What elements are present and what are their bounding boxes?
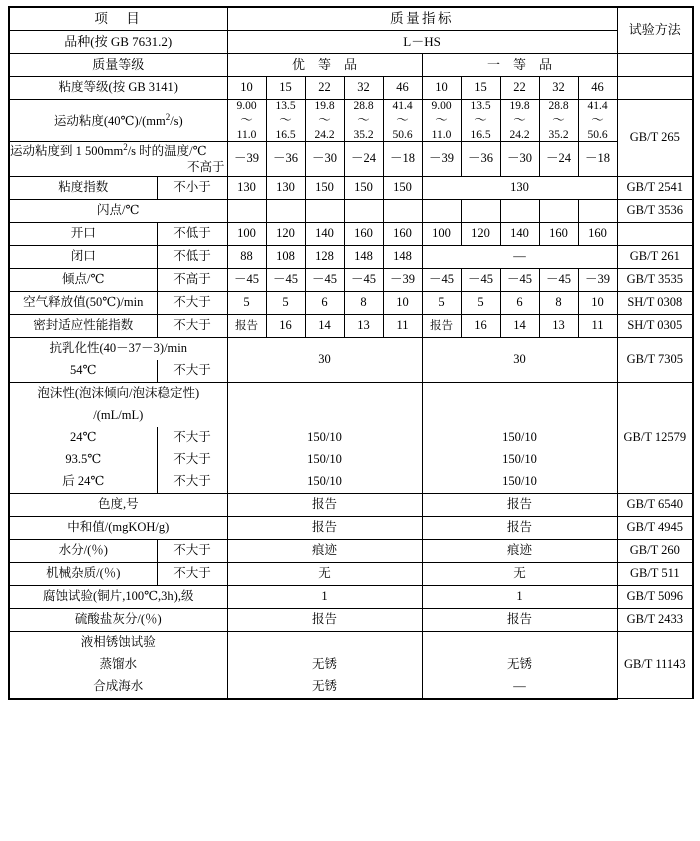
row-label-liquid-rust: 液相锈蚀试验: [9, 631, 227, 654]
method-gbt3536: GB/T 3536: [617, 199, 693, 222]
sc-f-1: 16: [461, 314, 500, 337]
vt-s-1: －36: [266, 142, 305, 176]
foam-f-blank2: [422, 405, 617, 427]
fp-s-0: [227, 199, 266, 222]
vi-s-3: 150: [344, 176, 383, 199]
kv-f-2-bot: 24.2: [509, 128, 530, 141]
neut-s: 报告: [227, 516, 422, 539]
table-header-row-3: [9, 54, 693, 77]
oc-f-0: 100: [422, 222, 461, 245]
table-header-row-1: [9, 7, 693, 31]
foam-f-blank1: [422, 382, 617, 405]
fp-f-4: [578, 199, 617, 222]
vt-s-0: －39: [227, 142, 266, 176]
oc-s-0: 100: [227, 222, 266, 245]
header-grade-label: 质量等级: [9, 54, 227, 77]
row-qualifier-open-cup: 不低于: [157, 222, 227, 245]
rust-f-distilled: 无锈: [422, 654, 617, 676]
header-method-blank: [617, 54, 693, 77]
row-label-demulsibility: 抗乳化性(40－37－3)/min: [9, 337, 227, 360]
sc-f-0: 报告: [422, 314, 461, 337]
kv-f-4-bot: 50.6: [587, 128, 608, 141]
row-qualifier-foam-93c: 不大于: [157, 449, 227, 471]
row-label-distilled-water: 蒸馏水: [9, 654, 227, 676]
oc-f-1: 120: [461, 222, 500, 245]
fp-f-2: [500, 199, 539, 222]
row-label-foam-24c: 24℃: [9, 427, 157, 449]
table-row: [9, 608, 693, 631]
fp-s-4: [383, 199, 422, 222]
foam-f-after24c: 150/10: [422, 471, 617, 494]
fp-s-2: [305, 199, 344, 222]
vt-s-4: －18: [383, 142, 422, 176]
method-gbt6540: GB/T 6540: [617, 493, 693, 516]
kv-s-3-top: 28.8: [353, 100, 374, 112]
row-qualifier-closed-cup: 不低于: [157, 245, 227, 268]
table-row: [9, 631, 693, 654]
kv-f-0-top: 9.00: [431, 100, 452, 112]
header-item: 项 目: [9, 7, 227, 31]
table-row: [9, 337, 693, 360]
pp-s-2: －45: [305, 268, 344, 291]
row-qualifier-seal-compatibility: 不大于: [157, 314, 227, 337]
water-f: 痕迹: [422, 539, 617, 562]
table-row: [9, 654, 693, 676]
rust-s-blank: [227, 631, 422, 654]
method-blank-vg: [617, 77, 693, 100]
pp-f-0: －45: [422, 268, 461, 291]
foam-s-after24c: 150/10: [227, 471, 422, 494]
method-gbt2541: GB/T 2541: [617, 176, 693, 199]
row-qualifier-foam-after-24c: 不大于: [157, 471, 227, 494]
header-viscosity-grade-label: 粘度等级(按 GB 3141): [9, 77, 227, 100]
table-row: [9, 222, 693, 245]
vi-s-4: 150: [383, 176, 422, 199]
table-row: [9, 562, 693, 585]
vg-s-0: 10: [227, 77, 266, 100]
header-product-value: L－HS: [227, 31, 617, 54]
rust-s-seawater: 无锈: [227, 676, 422, 699]
vg-f-0: 10: [422, 77, 461, 100]
ash-f: 报告: [422, 608, 617, 631]
rust-s-distilled: 无锈: [227, 654, 422, 676]
table-row: 运动粘度$(40℃)/(mm^2/s)$ 9.00 ～ 11.0 13.5 ～ 16.5 19.8 ～ 24.2 28.8 ～ 35.2 41.4 ～ 50.6 9.00 ～ 11.0 13.5 ～ 16.5 19.8 ～ 24.2 28.8 ～ 35.2 41.4 ～ 50.6 GB/T 265: [9, 100, 693, 142]
method-gbt3535: GB/T 3535: [617, 268, 693, 291]
vg-s-2: 22: [305, 77, 344, 100]
row-label-neutralization: 中和值/(mgKOH/g): [9, 516, 227, 539]
method-gbt265: GB/T 265: [617, 100, 693, 177]
method-sht0308: SH/T 0308: [617, 291, 693, 314]
vt-f-4: －18: [578, 142, 617, 176]
pp-s-1: －45: [266, 268, 305, 291]
foam-f-24c: 150/10: [422, 427, 617, 449]
kv-f-3-top: 28.8: [548, 100, 569, 112]
kv-s-1-bot: 16.5: [275, 128, 296, 141]
kv-s-1-top: 13.5: [275, 100, 296, 112]
vi-s-1: 130: [266, 176, 305, 199]
table-row: [9, 585, 693, 608]
ar-s-3: 8: [344, 291, 383, 314]
table-row: [9, 516, 693, 539]
row-label-open-cup: 开口: [9, 222, 157, 245]
row-label-corrosion: 腐蚀试验(铜片,100℃,3h),级: [9, 585, 227, 608]
corr-f: 1: [422, 585, 617, 608]
row-label-closed-cup: 闭口: [9, 245, 157, 268]
kv-f-1-bot: 16.5: [470, 128, 491, 141]
oc-s-3: 160: [344, 222, 383, 245]
de-f-merged: 30: [422, 337, 617, 382]
ar-f-1: 5: [461, 291, 500, 314]
kv-s-0-bot: 11.0: [236, 128, 257, 141]
oc-s-2: 140: [305, 222, 344, 245]
header-test-method: 试验方法: [617, 7, 693, 54]
kv-f-4-top: 41.4: [587, 100, 608, 112]
method-gbt7305: GB/T 7305: [617, 337, 693, 382]
row-qualifier-mechanical-impurities: 不大于: [157, 562, 227, 585]
kv-f-0-bot: 11.0: [431, 128, 452, 141]
method-open-cup-blank: [617, 222, 693, 245]
pp-f-4: －39: [578, 268, 617, 291]
pp-s-4: －39: [383, 268, 422, 291]
mech-f: 无: [422, 562, 617, 585]
method-gbt511: GB/T 511: [617, 562, 693, 585]
row-label-pour-point: 倾点/℃: [9, 268, 157, 291]
ar-f-3: 8: [539, 291, 578, 314]
cc-s-3: 148: [344, 245, 383, 268]
vt-f-1: －36: [461, 142, 500, 176]
method-gbt261: GB/T 261: [617, 245, 693, 268]
table-row: [9, 539, 693, 562]
oc-f-3: 160: [539, 222, 578, 245]
foam-s-blank2: [227, 405, 422, 427]
vt-f-3: －24: [539, 142, 578, 176]
color-s: 报告: [227, 493, 422, 516]
row-label-demulsibility-54c: 54℃: [9, 360, 157, 383]
row-qualifier-water: 不大于: [157, 539, 227, 562]
row-label-foaming: 泡沫性(泡沫倾向/泡沫稳定性): [9, 382, 227, 405]
row-label-synthetic-seawater: 合成海水: [9, 676, 227, 699]
cc-s-1: 108: [266, 245, 305, 268]
fp-f-3: [539, 199, 578, 222]
sc-f-4: 11: [578, 314, 617, 337]
specification-table: [8, 6, 694, 700]
fp-s-1: [266, 199, 305, 222]
corr-s: 1: [227, 585, 422, 608]
method-gbt11143: GB/T 11143: [617, 631, 693, 699]
vi-s-2: 150: [305, 176, 344, 199]
row-label-foam-after-24c: 后 24℃: [9, 471, 157, 494]
method-gbt260: GB/T 260: [617, 539, 693, 562]
row-label-sulfated-ash: 硫酸盐灰分/(％): [9, 608, 227, 631]
table-row: [9, 427, 693, 449]
rust-f-seawater: —: [422, 676, 617, 699]
row-label-viscosity-index: 粘度指数: [9, 176, 157, 199]
header-product-label: 品种(按 GB 7631.2): [9, 31, 227, 54]
vt-s-3: －24: [344, 142, 383, 176]
header-grade-first: 一 等 品: [422, 54, 617, 77]
neut-f: 报告: [422, 516, 617, 539]
row-qualifier-demulsibility: 不大于: [157, 360, 227, 383]
label-line1: 运动粘度到 1 $500mm^2/s$ 时的温度/℃: [10, 142, 207, 159]
sc-s-1: 16: [266, 314, 305, 337]
cc-s-0: 88: [227, 245, 266, 268]
oc-s-1: 120: [266, 222, 305, 245]
row-label-mechanical-impurities: 机械杂质/(％): [9, 562, 157, 585]
vg-f-4: 46: [578, 77, 617, 100]
sc-s-2: 14: [305, 314, 344, 337]
sc-s-4: 11: [383, 314, 422, 337]
fp-f-1: [461, 199, 500, 222]
vg-f-1: 15: [461, 77, 500, 100]
table-row: [9, 291, 693, 314]
ar-s-2: 6: [305, 291, 344, 314]
cc-f-merged: —: [422, 245, 617, 268]
water-s: 痕迹: [227, 539, 422, 562]
table-row: [9, 314, 693, 337]
table-row: [9, 449, 693, 471]
foam-s-24c: 150/10: [227, 427, 422, 449]
ar-s-4: 10: [383, 291, 422, 314]
vt-s-2: －30: [305, 142, 344, 176]
vg-f-3: 32: [539, 77, 578, 100]
row-label-kinematic-viscosity: [9, 100, 227, 142]
header-quality-index: 质量指标: [227, 7, 617, 31]
table-row: [9, 493, 693, 516]
kv-s-0-top: 9.00: [236, 100, 257, 112]
sc-f-2: 14: [500, 314, 539, 337]
de-s-merged: 30: [227, 337, 422, 382]
vg-s-1: 15: [266, 77, 305, 100]
row-label-air-release: 空气释放值(50℃)/min: [9, 291, 157, 314]
row-qualifier-viscosity-index: 不小于: [157, 176, 227, 199]
row-qualifier-air-release: 不大于: [157, 291, 227, 314]
row-label-foam-93c: 93.5℃: [9, 449, 157, 471]
foam-s-blank1: [227, 382, 422, 405]
oc-f-2: 140: [500, 222, 539, 245]
label-sup: 2: [165, 111, 171, 122]
vg-f-2: 22: [500, 77, 539, 100]
pp-f-1: －45: [461, 268, 500, 291]
cc-s-2: 128: [305, 245, 344, 268]
method-gbt5096: GB/T 5096: [617, 585, 693, 608]
kv-s-4-bot: 50.6: [392, 128, 413, 141]
pp-f-2: －45: [500, 268, 539, 291]
ar-s-1: 5: [266, 291, 305, 314]
label-text: 运动粘度(40℃)/(mm: [53, 113, 166, 128]
fp-f-0: [422, 199, 461, 222]
ar-s-0: 5: [227, 291, 266, 314]
table-row: [9, 142, 693, 176]
table-row: [9, 676, 693, 699]
row-label-seal-compatibility: 密封适应性能指数: [9, 314, 157, 337]
pp-s-0: －45: [227, 268, 266, 291]
table-row: [9, 268, 693, 291]
foam-f-93c: 150/10: [422, 449, 617, 471]
method-gbt2433: GB/T 2433: [617, 608, 693, 631]
vt-f-0: －39: [422, 142, 461, 176]
oc-s-4: 160: [383, 222, 422, 245]
table-row: [9, 245, 693, 268]
mech-s: 无: [227, 562, 422, 585]
kv-f-1-top: 13.5: [470, 100, 491, 112]
row-label-flash-point: 闪点/℃: [9, 199, 227, 222]
ar-f-4: 10: [578, 291, 617, 314]
sc-s-3: 13: [344, 314, 383, 337]
pp-s-3: －45: [344, 268, 383, 291]
kv-f-3-bot: 35.2: [548, 128, 569, 141]
color-f: 报告: [422, 493, 617, 516]
kv-s-2-bot: 24.2: [314, 128, 335, 141]
method-sht0305: SH/T 0305: [617, 314, 693, 337]
kv-s-4-top: 41.4: [392, 100, 413, 112]
vi-s-0: 130: [227, 176, 266, 199]
table-header-row-2: [9, 31, 693, 54]
table-row: [9, 382, 693, 405]
fp-s-3: [344, 199, 383, 222]
sc-f-3: 13: [539, 314, 578, 337]
foam-s-93c: 150/10: [227, 449, 422, 471]
row-label-color: 色度,号: [9, 493, 227, 516]
table-row: [9, 405, 693, 427]
table-row: [9, 176, 693, 199]
ash-s: 报告: [227, 608, 422, 631]
row-label-foaming-unit: /(mL/mL): [9, 405, 227, 427]
pp-f-3: －45: [539, 268, 578, 291]
kv-s-2-top: 19.8: [314, 100, 335, 112]
table-header-row-4: [9, 77, 693, 100]
cc-s-4: 148: [383, 245, 422, 268]
row-label-viscosity-1500-temp: [9, 142, 227, 176]
row-qualifier-foam-24c: 不大于: [157, 427, 227, 449]
kv-s-3-bot: 35.2: [353, 128, 374, 141]
vg-s-4: 46: [383, 77, 422, 100]
ar-f-0: 5: [422, 291, 461, 314]
oc-f-4: 160: [578, 222, 617, 245]
table-row: [9, 199, 693, 222]
table-row: [9, 471, 693, 494]
row-qualifier-pour-point: 不高于: [157, 268, 227, 291]
method-gbt4945: GB/T 4945: [617, 516, 693, 539]
label-tail: /s): [170, 113, 183, 128]
vi-f-merged: 130: [422, 176, 617, 199]
ar-f-2: 6: [500, 291, 539, 314]
row-label-water: 水分/(％): [9, 539, 157, 562]
rust-f-blank: [422, 631, 617, 654]
vt-f-2: －30: [500, 142, 539, 176]
sc-s-0: 报告: [227, 314, 266, 337]
method-gbt12579: GB/T 12579: [617, 382, 693, 493]
label-qualifier: 不高于: [187, 160, 225, 175]
header-grade-superior: 优 等 品: [227, 54, 422, 77]
vg-s-3: 32: [344, 77, 383, 100]
kv-f-2-top: 19.8: [509, 100, 530, 112]
